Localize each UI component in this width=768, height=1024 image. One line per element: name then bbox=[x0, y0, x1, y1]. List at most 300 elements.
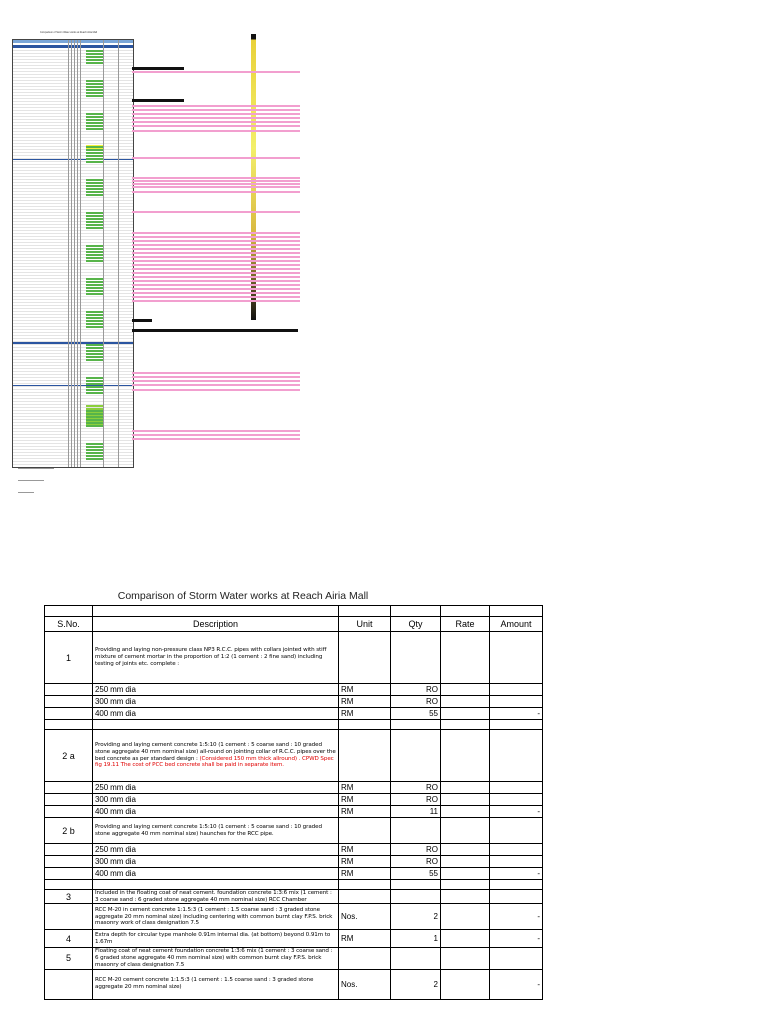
empty-cell bbox=[490, 880, 543, 890]
thumb-green-cell bbox=[86, 95, 103, 97]
thumb-row-line bbox=[13, 314, 133, 315]
thumb-green-cell bbox=[86, 323, 103, 325]
thumb-green-cell bbox=[86, 293, 103, 295]
table-row bbox=[45, 969, 543, 999]
rate-cell bbox=[441, 844, 490, 856]
amount-cell bbox=[490, 782, 543, 794]
thumb-pink-marker bbox=[132, 240, 300, 242]
amount-cell: - bbox=[490, 708, 543, 720]
thumb-pink-marker bbox=[132, 384, 300, 386]
thumb-row-line bbox=[13, 281, 133, 282]
table-blank-row bbox=[45, 880, 543, 890]
header-sno: S.No. bbox=[45, 617, 93, 632]
empty-cell bbox=[339, 720, 391, 730]
thumb-row-line bbox=[13, 452, 133, 453]
thumb-row-line bbox=[13, 89, 133, 90]
thumb-row-line bbox=[13, 191, 133, 192]
thumb-green-cell bbox=[86, 449, 103, 451]
thumb-green-cell bbox=[86, 80, 103, 82]
thumb-row-line bbox=[13, 383, 133, 384]
description-text: 300 mm dia bbox=[95, 696, 136, 706]
thumb-row-line bbox=[13, 167, 133, 168]
thumb-row-line bbox=[13, 353, 133, 354]
document-title: Comparison of Storm Water works at Reach Airia Mall bbox=[117, 590, 369, 602]
thumb-row-line bbox=[13, 323, 133, 324]
thumb-row-line bbox=[13, 296, 133, 297]
item-description bbox=[93, 708, 339, 720]
thumb-row-line bbox=[13, 65, 133, 66]
item-description bbox=[93, 806, 339, 818]
thumb-pink-marker bbox=[132, 372, 300, 374]
unit-cell bbox=[339, 818, 391, 844]
thumb-row-line bbox=[13, 359, 133, 360]
thumb-row-line bbox=[13, 254, 133, 255]
thumb-pink-marker bbox=[132, 272, 300, 274]
thumb-green-cell bbox=[86, 260, 103, 262]
thumb-row-line bbox=[13, 371, 133, 372]
description-text: RCC M-20 cement concrete 1:1.5:3 (1 cement : 1.5 coarse sand : 3 graded stone aggregate 20 mm nominal size) bbox=[95, 977, 314, 991]
table-row bbox=[45, 782, 543, 794]
thumb-row-line bbox=[13, 182, 133, 183]
thumb-row-line bbox=[13, 440, 133, 441]
item-number bbox=[45, 696, 93, 708]
thumb-row-line bbox=[13, 266, 133, 267]
thumb-row-line bbox=[13, 95, 133, 96]
thumb-row-line bbox=[13, 194, 133, 195]
thumb-row-line bbox=[13, 320, 133, 321]
thumb-green-cell bbox=[86, 314, 103, 316]
description-text: Providing and laying cement concrete 1:5:10 (1 cement : 5 coarse sand : 10 graded stone aggregate 40 mm nominal size) haunches for the RCC pipe. bbox=[95, 823, 322, 837]
item-number: 3 bbox=[45, 890, 93, 904]
thumb-green-cell bbox=[86, 185, 103, 187]
rate-cell bbox=[441, 904, 490, 930]
thumb-green-cell bbox=[86, 53, 103, 55]
thumb-row-line bbox=[13, 161, 133, 162]
qty-cell: RO bbox=[391, 782, 441, 794]
description-text: Floating coat of neat cement foundation concrete 1:3:6 mix (1 cement : 3 coarse sand : 6 graded stone aggregate 40 mm nominal size) with common burnt clay F.P.S. brick masonry of class designation 7.5 bbox=[95, 948, 333, 968]
thumb-green-cell bbox=[86, 353, 103, 355]
thumb-pink-marker bbox=[132, 280, 300, 282]
thumb-green-cell bbox=[86, 149, 103, 151]
thumb-green-cell bbox=[86, 56, 103, 58]
thumb-row-line bbox=[13, 92, 133, 93]
rate-cell bbox=[441, 856, 490, 868]
thumb-pink-marker bbox=[132, 180, 300, 182]
thumb-row-line bbox=[13, 377, 133, 378]
rate-cell bbox=[441, 730, 490, 782]
thumb-green-cell bbox=[86, 347, 103, 349]
thumb-pink-marker bbox=[132, 276, 300, 278]
table-row bbox=[45, 684, 543, 696]
qty-cell bbox=[391, 730, 441, 782]
item-number bbox=[45, 684, 93, 696]
description-text: 250 mm dia bbox=[95, 844, 136, 854]
item-description bbox=[93, 684, 339, 696]
qty-cell: RO bbox=[391, 684, 441, 696]
description-text: 250 mm dia bbox=[95, 782, 136, 792]
thumb-pink-marker bbox=[132, 376, 300, 378]
thumb-row-line bbox=[13, 410, 133, 411]
item-description bbox=[93, 930, 339, 948]
sheet-thumbnail bbox=[0, 0, 310, 500]
table-row bbox=[45, 730, 543, 782]
thumb-row-line bbox=[13, 170, 133, 171]
thumb-row-line bbox=[13, 275, 133, 276]
item-description bbox=[93, 818, 339, 844]
amount-cell: - bbox=[490, 806, 543, 818]
thumb-row-line bbox=[13, 299, 133, 300]
thumb-pink-marker bbox=[132, 130, 300, 132]
table-row bbox=[45, 868, 543, 880]
table-row bbox=[45, 890, 543, 904]
description-text: Included in the floating coat of neat cement. foundation concrete 1:3:6 mix (1 cement : 3 coarse sand : 6 graded stone aggregate 40 mm nominal size) RCC Chamber bbox=[95, 890, 332, 903]
qty-cell: 1 bbox=[391, 930, 441, 948]
thumb-row-line bbox=[13, 152, 133, 153]
thumb-footer-note bbox=[18, 492, 34, 493]
thumb-green-cell bbox=[86, 257, 103, 259]
item-description bbox=[93, 868, 339, 880]
thumb-row-line bbox=[13, 74, 133, 75]
thumb-header-band bbox=[13, 40, 133, 43]
thumbnail-title: Comparison of Storm Water works at Reach Airia Mall bbox=[40, 31, 98, 34]
table-row bbox=[45, 794, 543, 806]
thumb-green-cell bbox=[86, 320, 103, 322]
amount-cell: - bbox=[490, 904, 543, 930]
amount-cell bbox=[490, 856, 543, 868]
thumb-col-line bbox=[118, 40, 119, 467]
thumb-green-cell bbox=[86, 455, 103, 457]
description-text: RCC M-20 in cement concrete 1:1.5:3 (1 cement : 1.5 coarse sand : 3 graded stone aggregate 20 mm nominal size) including centering with common burnt clay F.P.S. brick masonry work of class designation 7.5 bbox=[95, 906, 333, 927]
item-description bbox=[93, 844, 339, 856]
thumb-green-cell bbox=[86, 227, 103, 229]
thumb-green-cell bbox=[86, 383, 103, 385]
thumb-row-line bbox=[13, 398, 133, 399]
thumb-green-cell bbox=[86, 422, 103, 424]
description-text: Extra depth for circular type manhole 0.91m internal dia. (at bottom) beyond 0.91m to 1.67m bbox=[95, 932, 331, 945]
thumb-pink-marker bbox=[132, 248, 300, 250]
item-number bbox=[45, 794, 93, 806]
thumb-row-line bbox=[13, 209, 133, 210]
thumb-green-cell bbox=[86, 179, 103, 181]
qty-cell: RO bbox=[391, 794, 441, 806]
table-row bbox=[45, 696, 543, 708]
thumb-header-band bbox=[13, 45, 133, 48]
thumb-pink-marker bbox=[132, 244, 300, 246]
qty-cell bbox=[391, 890, 441, 904]
thumb-col-line bbox=[77, 40, 78, 467]
thumb-green-cell bbox=[86, 344, 103, 346]
thumb-row-line bbox=[13, 245, 133, 246]
table-row bbox=[45, 806, 543, 818]
thumb-pink-marker bbox=[132, 256, 300, 258]
thumb-row-line bbox=[13, 221, 133, 222]
thumb-footer-note bbox=[18, 480, 44, 481]
thumb-row-line bbox=[13, 446, 133, 447]
thumb-row-line bbox=[13, 122, 133, 123]
thumb-green-cell bbox=[86, 158, 103, 160]
thumb-row-line bbox=[13, 356, 133, 357]
thumb-pink-marker bbox=[132, 389, 300, 391]
empty-cell bbox=[93, 720, 339, 730]
thumb-row-line bbox=[13, 461, 133, 462]
item-description bbox=[93, 890, 339, 904]
qty-cell: 55 bbox=[391, 708, 441, 720]
empty-cell bbox=[93, 880, 339, 890]
item-number: 4 bbox=[45, 930, 93, 948]
thumb-green-cell bbox=[86, 311, 103, 313]
thumb-row-line bbox=[13, 338, 133, 339]
thumb-row-line bbox=[13, 308, 133, 309]
thumb-row-line bbox=[13, 293, 133, 294]
unit-cell: RM bbox=[339, 868, 391, 880]
table-blank-row bbox=[45, 720, 543, 730]
qty-cell: RO bbox=[391, 696, 441, 708]
thumb-green-cell bbox=[86, 377, 103, 379]
thumb-row-line bbox=[13, 449, 133, 450]
thumb-col-line bbox=[68, 40, 69, 467]
thumb-row-line bbox=[13, 212, 133, 213]
thumb-pink-marker bbox=[132, 71, 300, 73]
empty-cell bbox=[441, 720, 490, 730]
thumb-row-line bbox=[13, 173, 133, 174]
thumb-row-line bbox=[13, 344, 133, 345]
thumb-green-cell bbox=[86, 389, 103, 391]
thumb-pink-marker bbox=[132, 380, 300, 382]
table-row bbox=[45, 844, 543, 856]
thumb-row-line bbox=[13, 290, 133, 291]
thumb-row-line bbox=[13, 251, 133, 252]
thumb-green-cell bbox=[86, 122, 103, 124]
thumb-row-line bbox=[13, 80, 133, 81]
thumb-row-line bbox=[13, 317, 133, 318]
qty-cell bbox=[391, 948, 441, 969]
thumb-green-cell bbox=[86, 83, 103, 85]
item-description bbox=[93, 794, 339, 806]
amount-cell bbox=[490, 844, 543, 856]
rate-cell bbox=[441, 684, 490, 696]
header-amount: Amount bbox=[490, 617, 543, 632]
thumb-pink-marker bbox=[132, 109, 300, 111]
amount-cell bbox=[490, 684, 543, 696]
thumb-green-cell bbox=[86, 212, 103, 214]
description-text: 400 mm dia bbox=[95, 806, 136, 816]
thumb-row-line bbox=[13, 389, 133, 390]
thumb-pink-marker bbox=[132, 105, 300, 107]
item-number: 5 bbox=[45, 948, 93, 969]
item-number bbox=[45, 708, 93, 720]
thumb-row-line bbox=[13, 425, 133, 426]
thumb-green-cell bbox=[86, 419, 103, 421]
thumb-row-line bbox=[13, 242, 133, 243]
thumb-row-line bbox=[13, 422, 133, 423]
thumb-row-line bbox=[13, 347, 133, 348]
item-number bbox=[45, 856, 93, 868]
amount-cell bbox=[490, 890, 543, 904]
item-number: 2 a bbox=[45, 730, 93, 782]
thumb-pink-marker bbox=[132, 157, 300, 159]
thumb-green-cell bbox=[86, 92, 103, 94]
thumb-green-cell bbox=[86, 359, 103, 361]
unit-cell bbox=[339, 632, 391, 684]
thumb-row-line bbox=[13, 77, 133, 78]
qty-cell bbox=[391, 818, 441, 844]
item-number bbox=[45, 868, 93, 880]
thumb-row-line bbox=[13, 119, 133, 120]
thumb-row-line bbox=[13, 311, 133, 312]
item-description bbox=[93, 948, 339, 969]
rate-cell bbox=[441, 794, 490, 806]
unit-cell: RM bbox=[339, 806, 391, 818]
description-text: 250 mm dia bbox=[95, 684, 136, 694]
thumb-row-line bbox=[13, 218, 133, 219]
thumb-row-line bbox=[13, 176, 133, 177]
amount-cell bbox=[490, 696, 543, 708]
item-description bbox=[93, 696, 339, 708]
item-number: 2 b bbox=[45, 818, 93, 844]
table-row bbox=[45, 948, 543, 969]
thumb-row-line bbox=[13, 131, 133, 132]
thumb-pink-marker bbox=[132, 211, 300, 213]
thumb-row-line bbox=[13, 305, 133, 306]
item-description bbox=[93, 904, 339, 930]
thumb-pink-marker bbox=[132, 177, 300, 179]
thumb-row-line bbox=[13, 83, 133, 84]
description-text: 400 mm dia bbox=[95, 868, 136, 878]
thumb-pink-marker bbox=[132, 300, 300, 302]
thumb-green-cell bbox=[86, 146, 103, 148]
thumb-green-cell bbox=[86, 350, 103, 352]
rate-cell bbox=[441, 930, 490, 948]
thumb-row-line bbox=[13, 455, 133, 456]
rate-cell bbox=[441, 708, 490, 720]
item-description bbox=[93, 856, 339, 868]
thumb-green-cell bbox=[86, 284, 103, 286]
thumb-green-cell bbox=[86, 356, 103, 358]
thumb-row-line bbox=[13, 134, 133, 135]
thumb-row-line bbox=[13, 248, 133, 249]
thumb-row-line bbox=[13, 200, 133, 201]
thumb-pink-marker bbox=[132, 113, 300, 115]
thumb-row-line bbox=[13, 326, 133, 327]
thumb-row-line bbox=[13, 203, 133, 204]
thumb-green-cell bbox=[86, 446, 103, 448]
thumb-green-cell bbox=[86, 380, 103, 382]
thumb-row-line bbox=[13, 50, 133, 51]
thumb-green-cell bbox=[86, 86, 103, 88]
thumb-pink-marker bbox=[132, 264, 300, 266]
unit-cell bbox=[339, 948, 391, 969]
unit-cell: RM bbox=[339, 794, 391, 806]
thumb-pink-marker bbox=[132, 268, 300, 270]
thumb-pink-marker bbox=[132, 260, 300, 262]
thumb-green-cell bbox=[86, 224, 103, 226]
thumb-green-cell bbox=[86, 59, 103, 61]
thumb-row-line bbox=[13, 113, 133, 114]
thumb-pink-marker bbox=[132, 438, 300, 440]
empty-cell bbox=[45, 720, 93, 730]
amount-cell: - bbox=[490, 868, 543, 880]
thumb-row-line bbox=[13, 362, 133, 363]
thumb-col-line bbox=[71, 40, 72, 467]
thumb-green-cell bbox=[86, 119, 103, 121]
thumb-green-cell bbox=[86, 113, 103, 115]
item-number: 1 bbox=[45, 632, 93, 684]
thumb-pink-marker bbox=[132, 183, 300, 185]
thumb-row-line bbox=[13, 98, 133, 99]
qty-cell: RO bbox=[391, 856, 441, 868]
thumb-green-cell bbox=[86, 221, 103, 223]
rate-cell bbox=[441, 806, 490, 818]
thumb-pink-marker bbox=[132, 288, 300, 290]
thumb-green-cell bbox=[86, 254, 103, 256]
description-text: Providing and laying non-pressure class NP3 R.C.C. pipes with collars jointed with stiff mixture of cement mortar in the proportion of 1:2 (1 cement : 2 fine sand) including testing of joints etc. complete : bbox=[95, 647, 327, 667]
thumb-row-line bbox=[13, 71, 133, 72]
thumb-row-line bbox=[13, 116, 133, 117]
thumb-green-cell bbox=[86, 62, 103, 64]
unit-cell bbox=[339, 730, 391, 782]
thumb-row-line bbox=[13, 380, 133, 381]
thumb-col-line bbox=[74, 40, 75, 467]
thumb-row-line bbox=[13, 464, 133, 465]
thumb-green-cell bbox=[86, 392, 103, 394]
thumb-row-line bbox=[13, 419, 133, 420]
header-description: Description bbox=[93, 617, 339, 632]
amount-cell: - bbox=[490, 930, 543, 948]
item-number bbox=[45, 844, 93, 856]
thumb-green-cell bbox=[86, 281, 103, 283]
item-description bbox=[93, 969, 339, 999]
thumb-row-line bbox=[13, 227, 133, 228]
item-description bbox=[93, 730, 339, 782]
thumb-green-cell bbox=[86, 128, 103, 130]
description-note: (Considered 150 mm thick allround) . CPWD Spec fig 19.11 The cost of PCC bed concrete shall be paid in separate item. bbox=[95, 755, 334, 769]
thumb-row-line bbox=[13, 413, 133, 414]
rate-cell bbox=[441, 696, 490, 708]
rate-cell bbox=[441, 890, 490, 904]
thumb-row-line bbox=[13, 263, 133, 264]
description-text: 300 mm dia bbox=[95, 856, 136, 866]
table-header-row bbox=[45, 617, 543, 632]
thumb-pink-marker bbox=[132, 186, 300, 188]
thumb-row-line bbox=[13, 146, 133, 147]
empty-cell bbox=[45, 880, 93, 890]
thumb-row-line bbox=[13, 428, 133, 429]
thumb-row-line bbox=[13, 101, 133, 102]
thumb-row-line bbox=[13, 332, 133, 333]
thumb-row-line bbox=[13, 368, 133, 369]
thumb-row-line bbox=[13, 416, 133, 417]
thumb-row-line bbox=[13, 374, 133, 375]
thumb-row-line bbox=[13, 395, 133, 396]
thumb-row-line bbox=[13, 62, 133, 63]
thumb-row-line bbox=[13, 140, 133, 141]
unit-cell: RM bbox=[339, 684, 391, 696]
thumb-green-cell bbox=[86, 89, 103, 91]
item-number bbox=[45, 806, 93, 818]
thumb-green-cell bbox=[86, 251, 103, 253]
unit-cell: RM bbox=[339, 708, 391, 720]
rate-cell bbox=[441, 969, 490, 999]
thumb-row-line bbox=[13, 257, 133, 258]
thumb-row-line bbox=[13, 437, 133, 438]
thumb-row-line bbox=[13, 197, 133, 198]
thumb-row-line bbox=[13, 350, 133, 351]
unit-cell: Nos. bbox=[339, 904, 391, 930]
description-text: Providing and laying cement concrete 1:5:10 (1 cement : 5 coarse sand : 10 graded stone aggregate 40 mm nominal size) all-round on jointing collar of R.C.C. pipes over the bed concrete as per standard design : bbox=[95, 742, 336, 762]
boq-table bbox=[44, 605, 543, 1000]
thumb-pink-marker bbox=[132, 434, 300, 436]
thumb-row-line bbox=[13, 53, 133, 54]
